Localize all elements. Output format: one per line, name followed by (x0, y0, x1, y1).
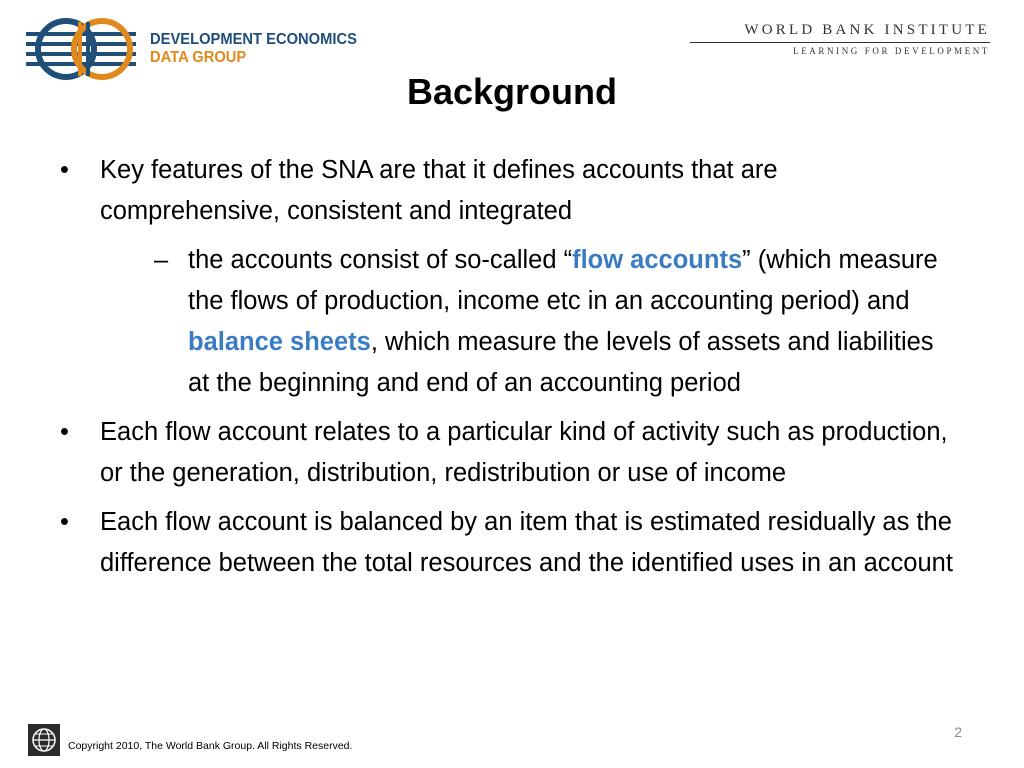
slide-content (58, 150, 958, 592)
logo-line-2: DATA GROUP (150, 49, 247, 66)
copyright-text: Copyright 2010, The World Bank Group. All Rights Reserved. (68, 740, 353, 752)
balance-sheets-highlight: balance sheets (188, 328, 371, 356)
world-bank-footer-logo (28, 724, 60, 756)
sub-text-part3: , which measure the levels of assets and liabilities at the beginning and end of an accounting period (188, 328, 934, 397)
bullet-item (58, 502, 958, 584)
flow-accounts-highlight: flow accounts (572, 246, 743, 274)
institute-tagline: LEARNING FOR DEVELOPMENT (793, 46, 990, 56)
sub-text-part2: ” (which measure the flows of production, income etc in an accounting period) and (188, 246, 938, 315)
page-number: 2 (954, 724, 962, 740)
bullet-item (58, 150, 958, 404)
institute-name: WORLD BANK INSTITUTE (690, 22, 990, 43)
bullet-text: Each flow account relates to a particular kind of activity such as production, or the generation, distribution, redistribution or use of income (100, 418, 948, 487)
bullet-dot: • (60, 156, 69, 184)
bullet-item (58, 412, 958, 494)
slide-title: Background (406, 71, 618, 112)
world-bank-institute-logo (690, 22, 990, 56)
bullet-dot: • (60, 508, 69, 536)
world-bank-globe-icon (28, 724, 60, 756)
bullet-text: Each flow account is balanced by an item that is estimated residually as the difference between the total resources and the identified uses in an account (100, 508, 953, 577)
logo-text (150, 31, 357, 67)
dash-marker: – (154, 246, 169, 274)
bullet-text: Key features of the SNA are that it defines accounts that are comprehensive, consistent and integrated (100, 156, 778, 225)
bullet-dot: • (60, 418, 69, 446)
logo-line-1: DEVELOPMENT ECONOMICS (150, 31, 357, 48)
sub-bullet-item (100, 240, 958, 404)
sub-text-part1: the accounts consist of so-called “ (188, 246, 573, 274)
